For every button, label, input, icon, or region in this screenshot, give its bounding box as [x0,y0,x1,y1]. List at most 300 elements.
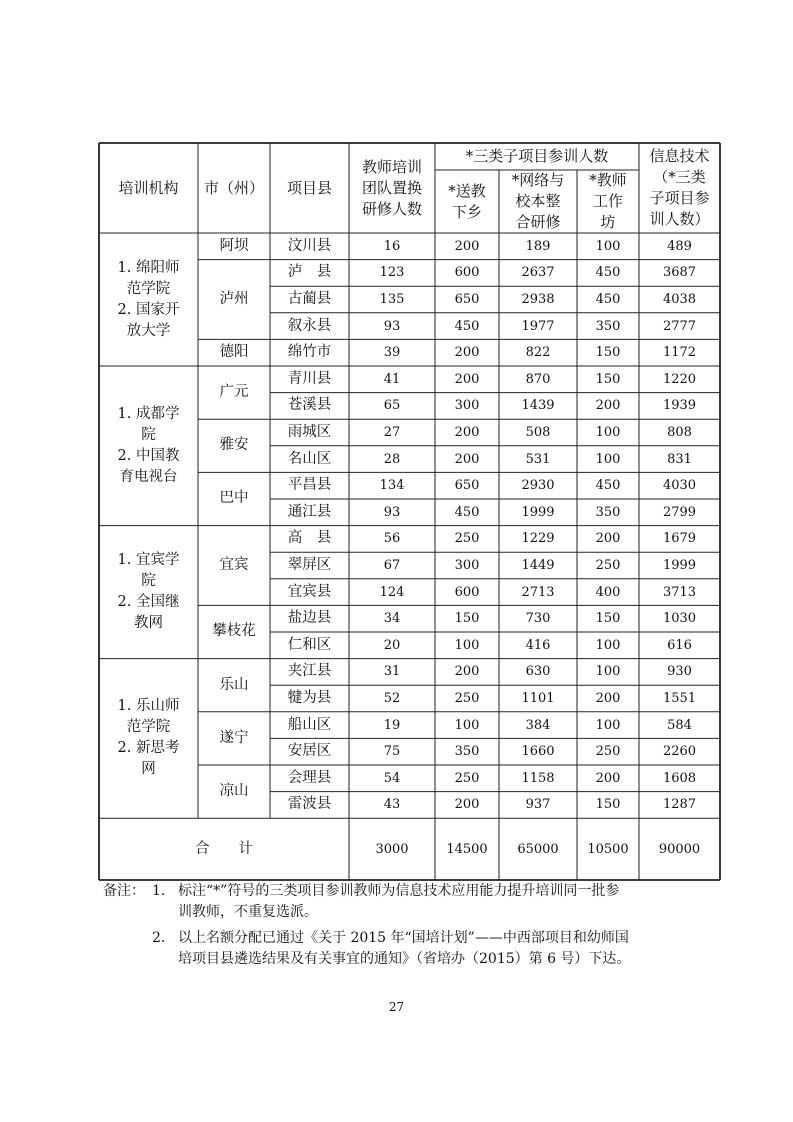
network-cell-text: 1449 [521,557,555,573]
team-cell [349,499,435,526]
info-cell [639,393,720,420]
city-cell [198,339,270,366]
city-cell-text: 凉山 [219,783,249,800]
team-cell-text: 20 [383,637,401,653]
network-cell [499,472,577,499]
info-cell-text: 489 [667,238,692,254]
studio-cell-text: 100 [595,424,621,440]
network-cell-text: 531 [525,451,551,467]
institution-cell-text: 1. 成都学 院 2. 中国教 育电视台 [117,405,180,485]
network-cell [499,792,577,819]
total-studio-text: 10500 [587,841,629,857]
team-cell-text: 52 [383,690,401,706]
send-cell-text: 450 [454,318,480,334]
info-cell [639,366,720,393]
network-cell [499,419,577,446]
institution-cell-text: 1. 乐山师 范学院 2. 新思考 网 [117,698,180,778]
info-cell-text: 1939 [662,398,697,414]
county-cell [270,552,349,579]
info-cell-text: 3687 [662,265,697,281]
send-cell-text: 200 [454,238,480,254]
county-cell-text: 犍为县 [287,689,332,706]
info-cell-text: 1030 [662,611,697,627]
send-cell [435,393,499,420]
county-cell [270,233,349,260]
studio-cell-text: 350 [595,318,621,334]
send-cell-text: 250 [454,690,480,706]
county-cell [270,446,349,473]
network-cell-text: 1977 [521,318,555,334]
info-cell [639,659,720,686]
city-cell [198,605,270,658]
info-cell-text: 1287 [662,797,697,813]
header-network-integration-text: *网络与 校本整 合研修 [511,171,565,231]
network-cell-text: 2637 [521,265,555,281]
studio-cell [577,366,639,393]
network-cell [499,446,577,473]
send-cell-text: 250 [454,531,480,547]
studio-cell [577,632,639,659]
county-cell [270,712,349,739]
header-teacher-studio [577,170,639,233]
team-cell-text: 27 [383,424,401,440]
info-cell [639,712,720,739]
info-cell [639,233,720,260]
studio-cell-text: 250 [595,744,621,760]
city-cell-text: 雅安 [219,437,249,454]
city-cell [198,526,270,606]
send-cell [435,765,499,792]
studio-cell-text: 100 [595,637,621,653]
network-cell-text: 822 [525,345,551,361]
send-cell [435,313,499,340]
header-city [198,143,270,233]
info-cell-text: 1608 [662,770,697,786]
studio-cell-text: 200 [595,398,621,414]
team-cell [349,765,435,792]
team-cell [349,366,435,393]
network-cell [499,605,577,632]
network-cell-text: 1660 [521,744,555,760]
county-cell-text: 翠屏区 [287,556,332,573]
send-cell-text: 150 [454,611,480,627]
institution-cell-text: 1. 绵阳师 范学院 2. 国家开 放大学 [117,259,180,339]
header-info-tech [639,143,720,233]
info-cell [639,579,720,606]
info-cell [639,446,720,473]
network-cell [499,632,577,659]
network-cell [499,339,577,366]
county-cell-text: 船山区 [287,716,332,733]
team-cell [349,579,435,606]
team-cell-text: 19 [383,717,401,733]
send-cell [435,792,499,819]
county-cell-text: 宜宾县 [287,583,332,600]
county-cell-text: 古蔺县 [287,290,332,307]
city-cell [198,260,270,340]
team-cell-text: 56 [383,531,401,547]
network-cell [499,233,577,260]
county-cell [270,526,349,553]
send-cell-text: 200 [454,664,480,680]
header-team-rotation-text: 教师培训 团队置换 研修人数 [361,157,422,218]
institution-cell [99,366,198,526]
county-cell [270,659,349,686]
header-info-tech-text: 信息技术 （*三类 子项目参 训人数） [649,147,710,228]
city-cell-text: 巴中 [219,490,249,507]
network-cell [499,712,577,739]
info-cell-text: 1679 [662,531,697,547]
city-cell [198,659,270,712]
studio-cell [577,260,639,287]
institution-cell-text: 1. 宜宾学 院 2. 全国继 教网 [117,552,180,632]
header-three-subprojects [435,143,639,170]
send-cell [435,339,499,366]
team-cell-text: 124 [379,584,405,600]
team-cell-text: 28 [383,451,401,467]
county-cell-text: 名山区 [287,450,332,467]
send-cell [435,446,499,473]
team-cell-text: 54 [383,770,401,786]
send-cell [435,605,499,632]
team-cell-text: 34 [383,611,401,627]
send-cell [435,712,499,739]
team-cell [349,313,435,340]
studio-cell-text: 100 [595,717,621,733]
county-cell-text: 绵竹市 [287,344,332,361]
studio-cell-text: 450 [595,291,621,307]
network-cell [499,366,577,393]
county-cell [270,632,349,659]
send-cell [435,685,499,712]
county-cell-text: 安居区 [287,743,332,760]
studio-cell [577,605,639,632]
total-team [349,818,435,880]
send-cell [435,233,499,260]
header-send-teaching [435,170,499,233]
team-cell-text: 75 [383,744,401,760]
network-cell-text: 1101 [521,690,555,706]
send-cell [435,632,499,659]
send-cell [435,286,499,313]
studio-cell [577,792,639,819]
header-institution-text: 培训机构 [118,178,179,197]
header-network-integration [499,170,577,233]
send-cell-text: 350 [454,744,480,760]
team-cell [349,685,435,712]
team-cell [349,286,435,313]
send-cell-text: 300 [454,557,480,573]
network-cell [499,286,577,313]
network-cell [499,659,577,686]
studio-cell [577,526,639,553]
team-cell [349,552,435,579]
city-cell-text: 广元 [219,384,249,401]
note-2-number: 2. [152,930,166,946]
city-cell-text: 遂宁 [219,729,249,746]
send-cell [435,260,499,287]
city-cell [198,765,270,818]
network-cell-text: 2713 [521,584,555,600]
team-cell [349,526,435,553]
network-cell-text: 416 [525,637,551,653]
note-2-line-2: 培项目县遴选结果及有关事宜的通知》（省培办（2015）第 6 号）下达。 [178,951,631,967]
network-cell-text: 1158 [521,770,555,786]
send-cell-text: 650 [454,291,480,307]
network-cell-text: 1229 [521,531,555,547]
team-cell [349,339,435,366]
team-cell [349,260,435,287]
studio-cell-text: 100 [595,451,621,467]
county-cell-text: 夹江县 [287,663,332,680]
team-cell [349,659,435,686]
county-cell-text: 平昌县 [287,477,332,494]
info-cell [639,765,720,792]
info-cell-text: 2799 [662,504,697,520]
studio-cell [577,712,639,739]
network-cell-text: 2938 [521,291,555,307]
header-county [270,143,349,233]
info-cell [639,605,720,632]
studio-cell-text: 450 [595,265,621,281]
team-cell-text: 43 [383,797,401,813]
network-cell-text: 384 [525,717,551,733]
team-cell [349,605,435,632]
header-city-text: 市（州） [203,178,264,197]
county-cell [270,366,349,393]
info-cell-text: 1172 [662,345,697,361]
county-cell-text: 苍溪县 [287,397,332,414]
info-cell-text: 1551 [662,690,697,706]
network-cell [499,685,577,712]
info-cell-text: 616 [667,637,692,653]
info-cell-text: 1220 [662,371,697,387]
county-cell [270,339,349,366]
network-cell [499,260,577,287]
county-cell [270,419,349,446]
county-cell [270,313,349,340]
studio-cell-text: 150 [595,371,621,387]
studio-cell [577,446,639,473]
header-institution [99,143,198,233]
total-network-text: 65000 [517,841,559,857]
studio-cell-text: 350 [595,504,621,520]
send-cell-text: 600 [454,265,480,281]
info-cell-text: 2777 [662,318,697,334]
send-cell [435,419,499,446]
info-cell [639,339,720,366]
studio-cell [577,552,639,579]
network-cell-text: 508 [525,424,551,440]
total-studio [577,818,639,880]
county-cell [270,499,349,526]
studio-cell [577,472,639,499]
county-cell [270,579,349,606]
info-cell [639,685,720,712]
info-cell-text: 1999 [662,557,697,573]
city-cell-text: 宜宾 [219,556,249,573]
team-cell-text: 123 [379,265,405,281]
county-cell-text: 会理县 [287,769,332,786]
total-network [499,818,577,880]
info-cell [639,313,720,340]
county-cell-text: 泸 县 [287,264,332,281]
info-cell [639,738,720,765]
network-cell-text: 870 [525,371,551,387]
network-cell-text: 630 [525,664,551,680]
send-cell [435,659,499,686]
studio-cell [577,738,639,765]
city-cell-text: 德阳 [219,344,249,361]
info-cell [639,419,720,446]
team-cell [349,419,435,446]
city-cell [198,366,270,419]
county-cell [270,260,349,287]
info-cell-text: 4038 [662,291,697,307]
team-cell-text: 67 [383,557,401,573]
send-cell-text: 100 [454,717,480,733]
team-cell [349,738,435,765]
network-cell-text: 1999 [521,504,555,520]
send-cell [435,526,499,553]
info-cell-text: 930 [667,664,692,680]
total-send-text: 14500 [446,841,488,857]
studio-cell [577,499,639,526]
page-number: 27 [388,1000,405,1014]
studio-cell [577,579,639,606]
city-cell [198,233,270,260]
studio-cell [577,685,639,712]
team-cell [349,446,435,473]
info-cell [639,472,720,499]
info-cell-text: 4030 [662,478,697,494]
team-cell-text: 93 [383,318,401,334]
note-1-line-2: 训教师，不重复选派。 [178,904,318,920]
county-cell-text: 汶川县 [287,237,332,254]
team-cell [349,632,435,659]
team-cell-text: 31 [383,664,401,680]
studio-cell [577,419,639,446]
studio-cell-text: 200 [595,770,621,786]
studio-cell [577,659,639,686]
send-cell [435,366,499,393]
info-cell [639,499,720,526]
header-teacher-studio-text: *教师 工作 坊 [589,171,627,231]
city-cell [198,712,270,765]
send-cell-text: 200 [454,371,480,387]
network-cell [499,738,577,765]
info-cell-text: 584 [667,717,692,733]
studio-cell [577,233,639,260]
studio-cell [577,313,639,340]
team-cell [349,233,435,260]
county-cell-text: 仁和区 [287,636,332,653]
network-cell [499,579,577,606]
team-cell [349,393,435,420]
city-cell-text: 阿坝 [219,237,249,254]
studio-cell [577,765,639,792]
team-cell-text: 16 [383,238,401,254]
total-info [639,818,720,880]
send-cell-text: 200 [454,345,480,361]
info-cell-text: 831 [667,451,692,467]
team-cell [349,712,435,739]
city-cell [198,472,270,525]
network-cell [499,313,577,340]
network-cell-text: 1439 [521,398,555,414]
county-cell [270,393,349,420]
send-cell [435,552,499,579]
send-cell-text: 250 [454,770,480,786]
note-2-line-1: 以上名额分配已通过《关于 2015 年“国培计划”——中西部项目和幼师国 [178,930,629,946]
send-cell [435,738,499,765]
network-cell-text: 2930 [521,478,555,494]
city-cell-text: 攀枝花 [212,623,256,640]
info-cell [639,260,720,287]
studio-cell-text: 400 [595,584,621,600]
county-cell-text: 盐边县 [287,610,332,627]
send-cell-text: 200 [454,797,480,813]
county-cell [270,792,349,819]
total-label [99,818,349,880]
network-cell-text: 937 [525,797,551,813]
header-send-teaching-text: *送教 下乡 [448,181,486,221]
info-cell-text: 808 [667,424,692,440]
total-label-text: 合 计 [195,840,253,857]
county-cell-text: 通江县 [287,503,332,520]
note-1-line-1: 标注“*”符号的三类项目参训教师为信息技术应用能力提升培训同一批参 [178,883,620,899]
county-cell [270,472,349,499]
network-cell [499,499,577,526]
studio-cell-text: 150 [595,611,621,627]
team-cell-text: 134 [379,478,405,494]
studio-cell-text: 200 [595,531,621,547]
city-cell [198,419,270,472]
network-cell-text: 730 [525,611,551,627]
network-cell [499,765,577,792]
send-cell [435,499,499,526]
county-cell-text: 叙永县 [287,317,332,334]
institution-cell [99,659,198,819]
send-cell [435,472,499,499]
total-send [435,818,499,880]
institution-cell [99,233,198,366]
studio-cell [577,339,639,366]
studio-cell [577,286,639,313]
network-cell [499,552,577,579]
team-cell-text: 93 [383,504,401,520]
header-county-text: 项目县 [286,178,332,197]
send-cell-text: 300 [454,398,480,414]
note-prefix: 备注： [103,883,145,899]
send-cell [435,579,499,606]
studio-cell-text: 200 [595,690,621,706]
city-cell-text: 泸州 [219,290,249,307]
note-1-number: 1. [152,883,166,899]
county-cell-text: 雨城区 [287,423,332,440]
send-cell-text: 450 [454,504,480,520]
county-cell-text: 高 县 [287,530,332,547]
county-cell-text: 雷波县 [287,796,332,813]
info-cell [639,286,720,313]
studio-cell-text: 100 [595,664,621,680]
institution-cell [99,526,198,659]
header-team-rotation [349,143,435,233]
county-cell [270,738,349,765]
studio-cell-text: 100 [595,238,621,254]
info-cell [639,552,720,579]
info-cell [639,526,720,553]
